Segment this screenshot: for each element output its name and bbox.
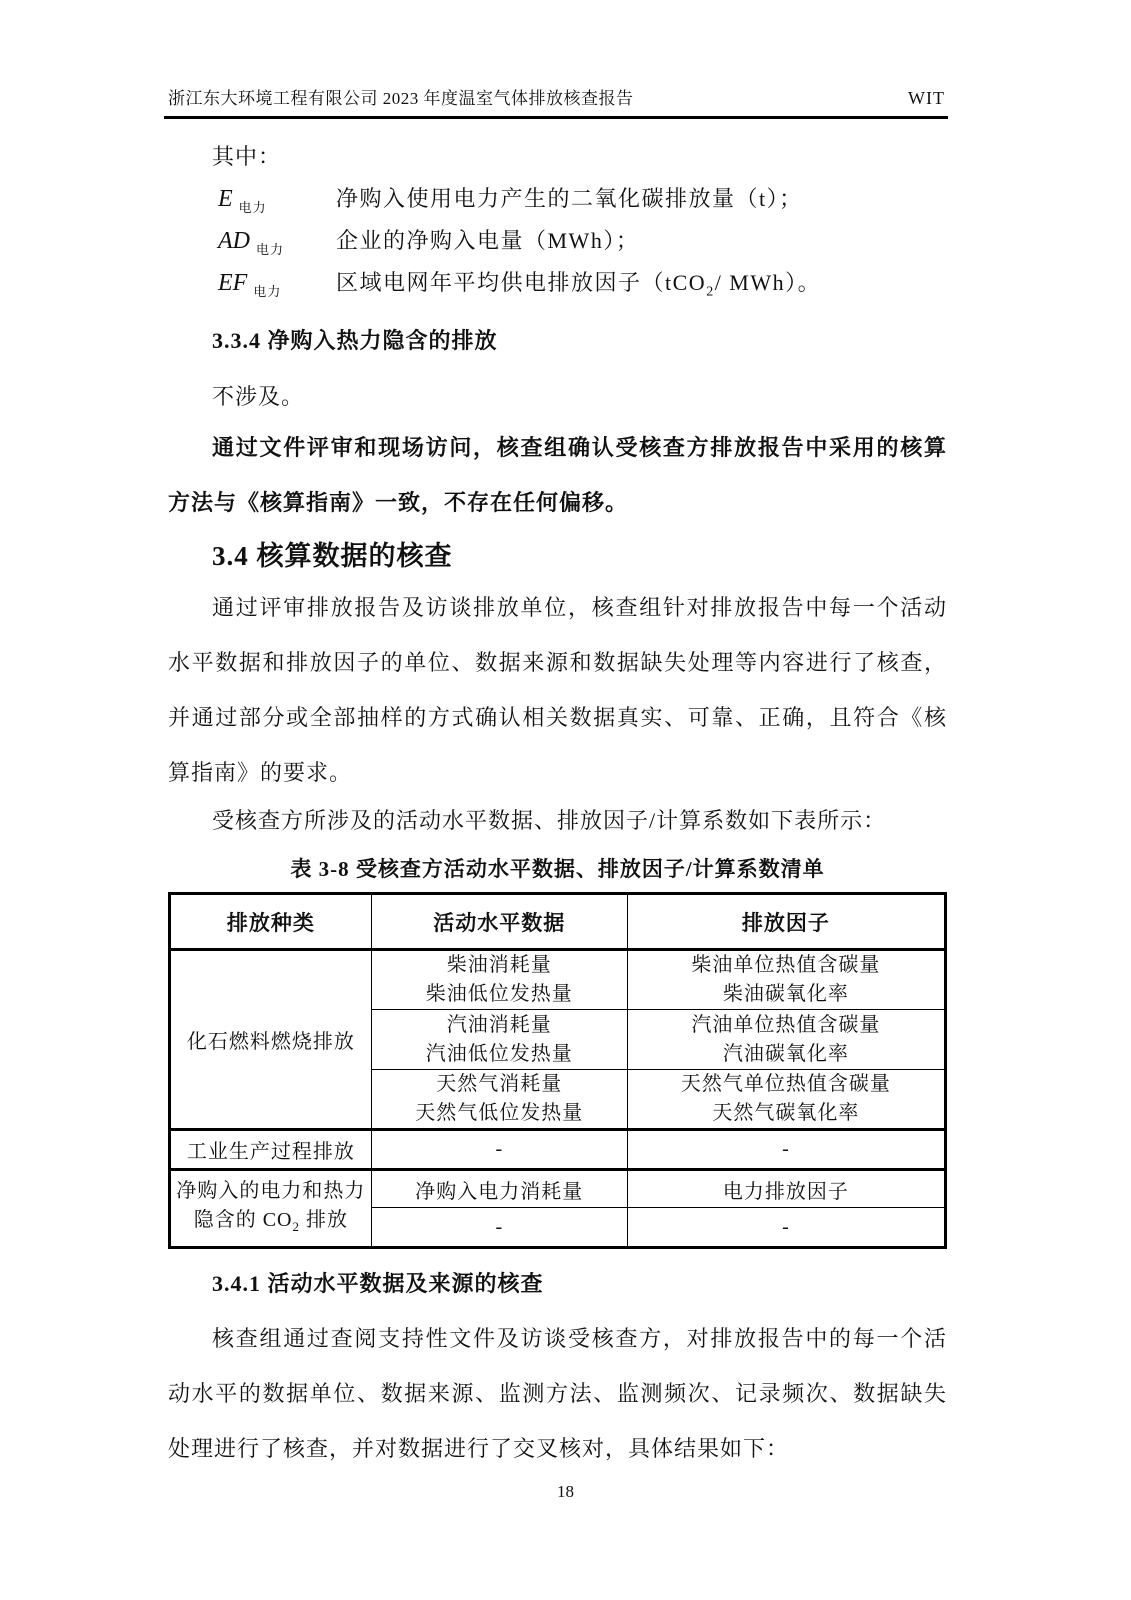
header-document-title: 浙江东大环境工程有限公司 2023 年度温室气体排放核查报告 <box>168 89 634 108</box>
cell-line: 天然气消耗量 <box>436 1073 563 1095</box>
formula-term-ad <box>218 224 947 266</box>
symbol-letter: EF <box>218 270 248 296</box>
table-row-industrial-process <box>170 1130 946 1170</box>
table-3-8-caption: 表 3-8 受核查方活动水平数据、排放因子/计算系数清单 <box>290 857 825 881</box>
col-header-activity-data: 活动水平数据 <box>371 894 627 950</box>
header-rule <box>164 116 948 119</box>
factor-diesel <box>627 950 945 1010</box>
cell-line: 汽油低位发热量 <box>425 1042 573 1065</box>
category-industrial-process: 工业生产过程排放 <box>170 1130 372 1170</box>
cell-line: 柴油单位热值含碳量 <box>691 954 881 976</box>
symbol-subscript: 电力 <box>253 283 282 299</box>
category-net-purchased-electricity <box>170 1170 372 1248</box>
section-heading-3-3-4: 3.3.4 净购入热力隐含的排放 <box>212 328 498 353</box>
symbol-subscript: 电力 <box>238 199 267 215</box>
activity-gasoline <box>371 1010 627 1070</box>
cell-line: 柴油碳氧化率 <box>722 983 849 1005</box>
table-3-8 <box>168 892 947 1249</box>
formula-desc-ad: 企业的净购入电量（MWh）； <box>336 228 640 253</box>
section-heading-3-4: 3.4 核算数据的核查 <box>212 541 453 571</box>
factor-electricity-dash: - <box>627 1208 945 1248</box>
cell-line: 汽油单位热值含碳量 <box>691 1013 881 1036</box>
cell-line: 天然气单位热值含碳量 <box>680 1073 891 1095</box>
table-row-diesel <box>170 950 946 1010</box>
formula-term-e <box>218 182 947 224</box>
col-header-emission-factor: 排放因子 <box>627 894 945 950</box>
factor-electricity: 电力排放因子 <box>627 1170 945 1208</box>
section-3-4-paragraph: 通过评审排放报告及访谈排放单位，核查组针对排放报告中每一个活动水平数据和排放因子的单位、数据来源和数据缺失处理等内容进行了核查，并通过部分或全部抽样的方式确认相关数据真实、可靠、正确，且符合《核算指南》的要求。 <box>168 595 947 785</box>
section-heading-3-4-1: 3.4.1 活动水平数据及来源的核查 <box>212 1271 544 1296</box>
col-header-emission-type: 排放种类 <box>170 894 372 950</box>
table-lead-in-text: 受核查方所涉及的活动水平数据、排放因子/计算系数如下表所示： <box>212 808 887 833</box>
cell-line: 天然气碳氧化率 <box>712 1102 860 1124</box>
symbol-letter: E <box>218 186 233 212</box>
table-header-row <box>170 894 946 950</box>
formula-symbol-e <box>218 186 336 216</box>
cell-line-co2 <box>175 1206 367 1241</box>
co2-subscript: 2 <box>706 284 715 300</box>
page-header <box>168 84 945 109</box>
symbol-letter: AD <box>218 228 250 254</box>
factor-gasoline <box>627 1010 945 1070</box>
not-involved-text: 不涉及。 <box>212 384 305 409</box>
activity-natural-gas <box>371 1070 627 1130</box>
formula-symbol-ef <box>218 270 336 300</box>
formula-symbol-ad <box>218 228 336 258</box>
table-row-electricity <box>170 1170 946 1208</box>
factor-natural-gas <box>627 1070 945 1130</box>
verification-bold-note: 通过文件评审和现场访问，核查组确认受核查方排放报告中采用的核算方法与《核算指南》一致，不存在任何偏移。 <box>168 435 947 515</box>
factor-industrial: - <box>627 1130 945 1170</box>
header-brand-mark: WIT <box>908 88 945 108</box>
cell-line: 柴油低位发热量 <box>425 983 573 1005</box>
co2-subscript: 2 <box>292 1218 301 1234</box>
cell-line: 汽油消耗量 <box>446 1013 552 1036</box>
activity-industrial: - <box>371 1130 627 1170</box>
activity-electricity-dash: - <box>371 1208 627 1248</box>
cell-line: 汽油碳氧化率 <box>722 1042 849 1065</box>
activity-electricity: 净购入电力消耗量 <box>371 1170 627 1208</box>
co2-post: 排放 <box>300 1208 349 1231</box>
formula-intro-label: 其中： <box>212 144 282 169</box>
cell-line: 净购入的电力和热力 <box>176 1179 366 1202</box>
activity-diesel <box>371 950 627 1010</box>
section-3-4-1-paragraph: 核查组通过查阅支持性文件及访谈受核查方，对排放报告中的每一个活动水平的数据单位、数据来源、监测方法、监测频次、记录频次、数据缺失处理进行了核查，并对数据进行了交叉核对，具体结果如下： <box>168 1326 947 1461</box>
symbol-subscript: 电力 <box>256 241 285 257</box>
page-number: 18 <box>557 1482 574 1501</box>
cell-line: 柴油消耗量 <box>446 954 552 976</box>
category-fossil-fuel: 化石燃料燃烧排放 <box>170 950 372 1130</box>
formula-desc-e: 净购入使用电力产生的二氧化碳排放量（t）； <box>336 186 803 211</box>
co2-pre: 隐含的 CO <box>193 1208 293 1231</box>
cell-line: 天然气低位发热量 <box>415 1102 584 1124</box>
desc-pre: 区域电网年平均供电排放因子（tCO <box>336 270 707 295</box>
formula-term-ef <box>218 266 947 308</box>
desc-post: / MWh）。 <box>714 270 822 295</box>
main-content <box>168 140 947 1476</box>
formula-desc-ef <box>336 266 821 300</box>
